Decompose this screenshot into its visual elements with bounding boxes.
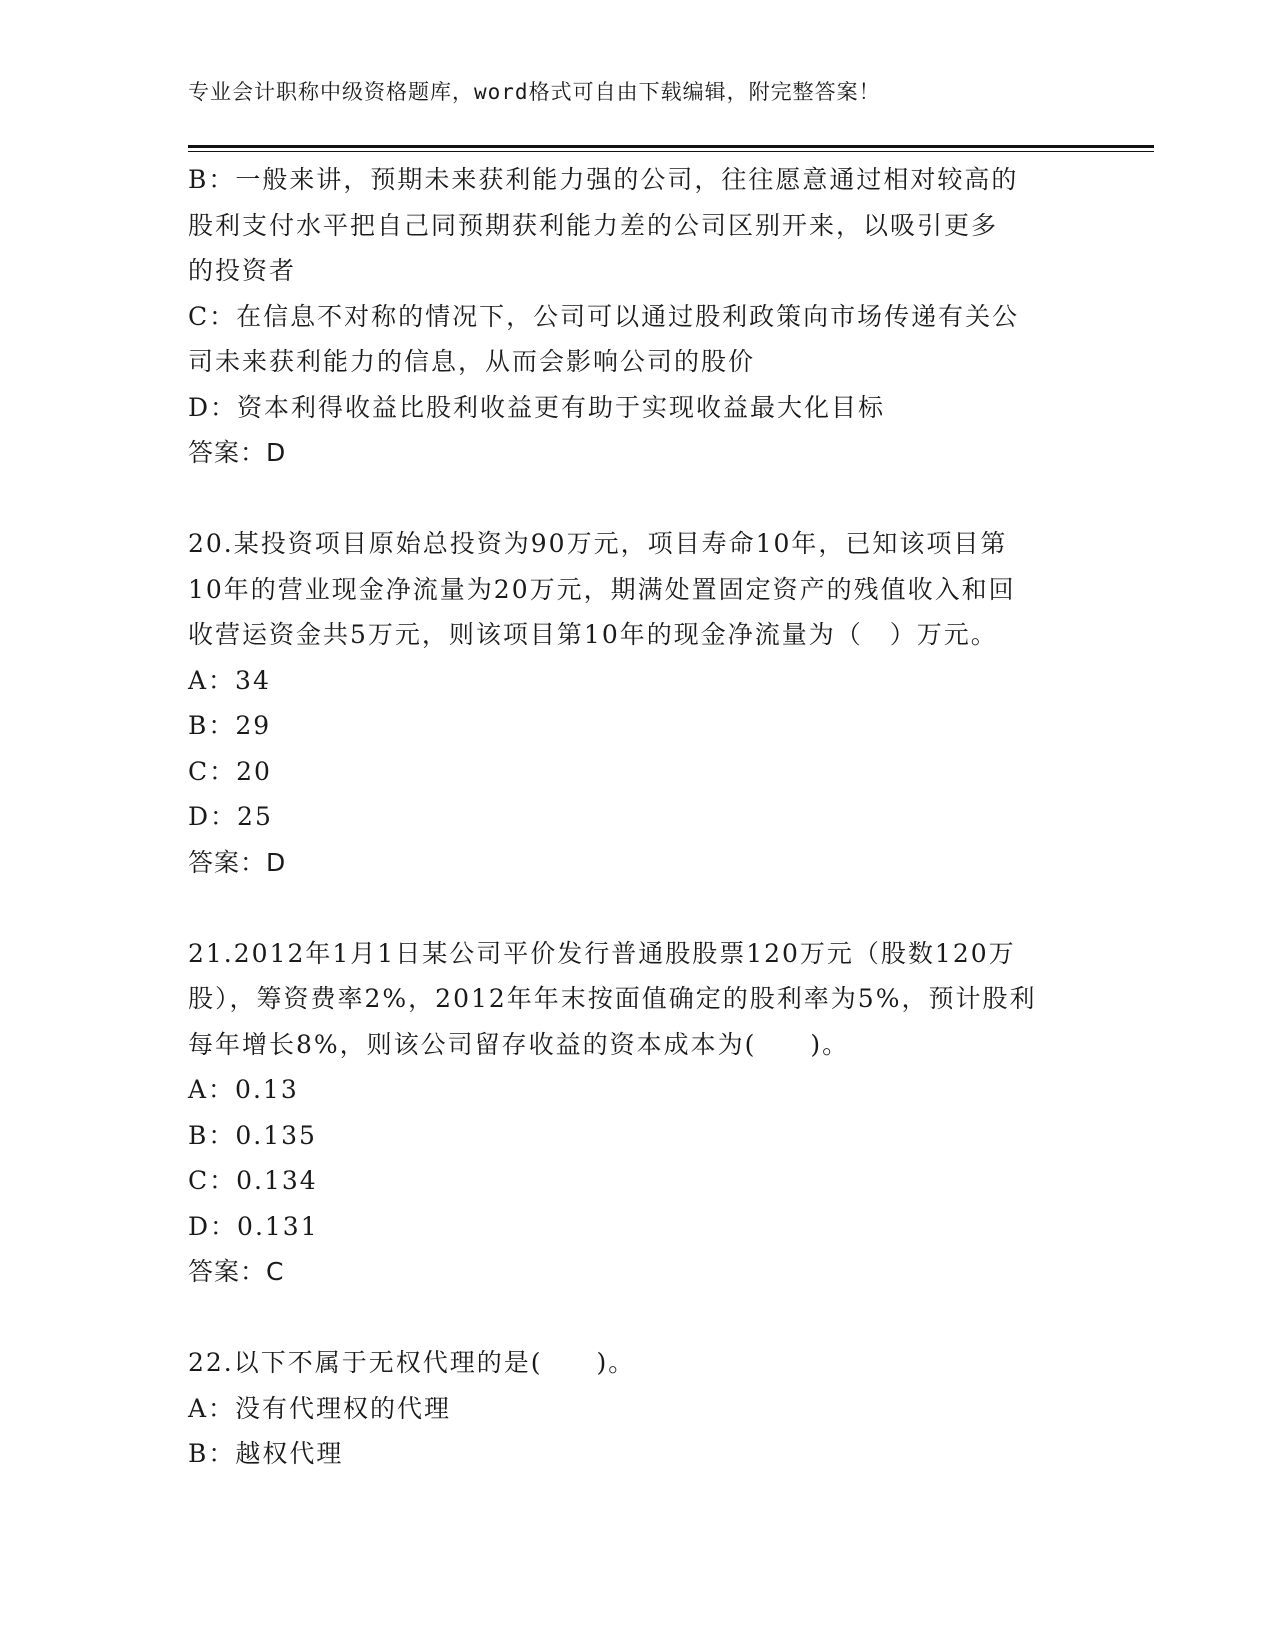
page-header: 专业会计职称中级资格题库，word格式可自由下载编辑，附完整答案！ (188, 80, 881, 104)
option-b: B：0.135 (188, 1120, 317, 1150)
option-b: B：越权代理 (188, 1439, 344, 1468)
option-a: A：34 (188, 665, 271, 695)
question-stem-line: 收营运资金共5万元，则该项目第10年的现金净流量为（ ）万元。 (188, 620, 998, 649)
answer: 答案：D (188, 847, 287, 877)
answer: 答案：C (188, 1257, 285, 1286)
question-stem-line: 20.某投资项目原始总投资为90万元，项目寿命10年，已知该项目第 (188, 529, 1008, 558)
option-d: D：25 (188, 802, 273, 831)
option-d: D：0.131 (188, 1211, 319, 1241)
header-rule-thick (188, 145, 1154, 148)
option-c: C：20 (188, 756, 272, 786)
question-stem-line: 股），筹资费率2%，2012年年末按面值确定的股利率为5%，预计股利 (188, 984, 1037, 1013)
option-line: 股利支付水平把自己同预期获利能力差的公司区别开来，以吸引更多 (188, 210, 999, 240)
question-22 (188, 1340, 1088, 1477)
option-c: C：0.134 (188, 1166, 318, 1195)
prev-question (188, 157, 1088, 476)
option-line: 司未来获利能力的信息，从而会影响公司的股价 (188, 347, 756, 376)
question-stem-line: 每年增长8%，则该公司留存收益的资本成本为( )。 (188, 1029, 850, 1059)
option-a: A：0.13 (188, 1075, 299, 1104)
question-stem-line: 22.以下不属于无权代理的是( )。 (188, 1348, 636, 1377)
answer: 答案：D (188, 438, 287, 467)
option-line: B：一般来讲，预期未来获利能力强的公司，往往愿意通过相对较高的 (188, 165, 1019, 194)
option-c (188, 294, 1088, 385)
option-line: D：资本利得收益比股利收益更有助于实现收益最大化目标 (188, 392, 886, 422)
question-20 (188, 521, 1088, 885)
option-b: B：29 (188, 711, 272, 740)
option-d (188, 385, 1088, 431)
header-rule-thin (188, 151, 1154, 152)
question-stem-line: 10年的营业现金净流量为20万元，期满处置固定资产的残值收入和回 (188, 574, 1016, 604)
option-a: A：没有代理权的代理 (188, 1393, 452, 1423)
content (188, 157, 1088, 1477)
option-line: C：在信息不对称的情况下，公司可以通过股利政策向市场传递有关公 (188, 301, 1020, 331)
question-stem-line: 21.2012年1月1日某公司平价发行普通股股票120万元（股数120万 (188, 938, 1016, 968)
question-21 (188, 931, 1088, 1295)
option-line: 的投资者 (188, 256, 297, 285)
option-b (188, 157, 1088, 294)
